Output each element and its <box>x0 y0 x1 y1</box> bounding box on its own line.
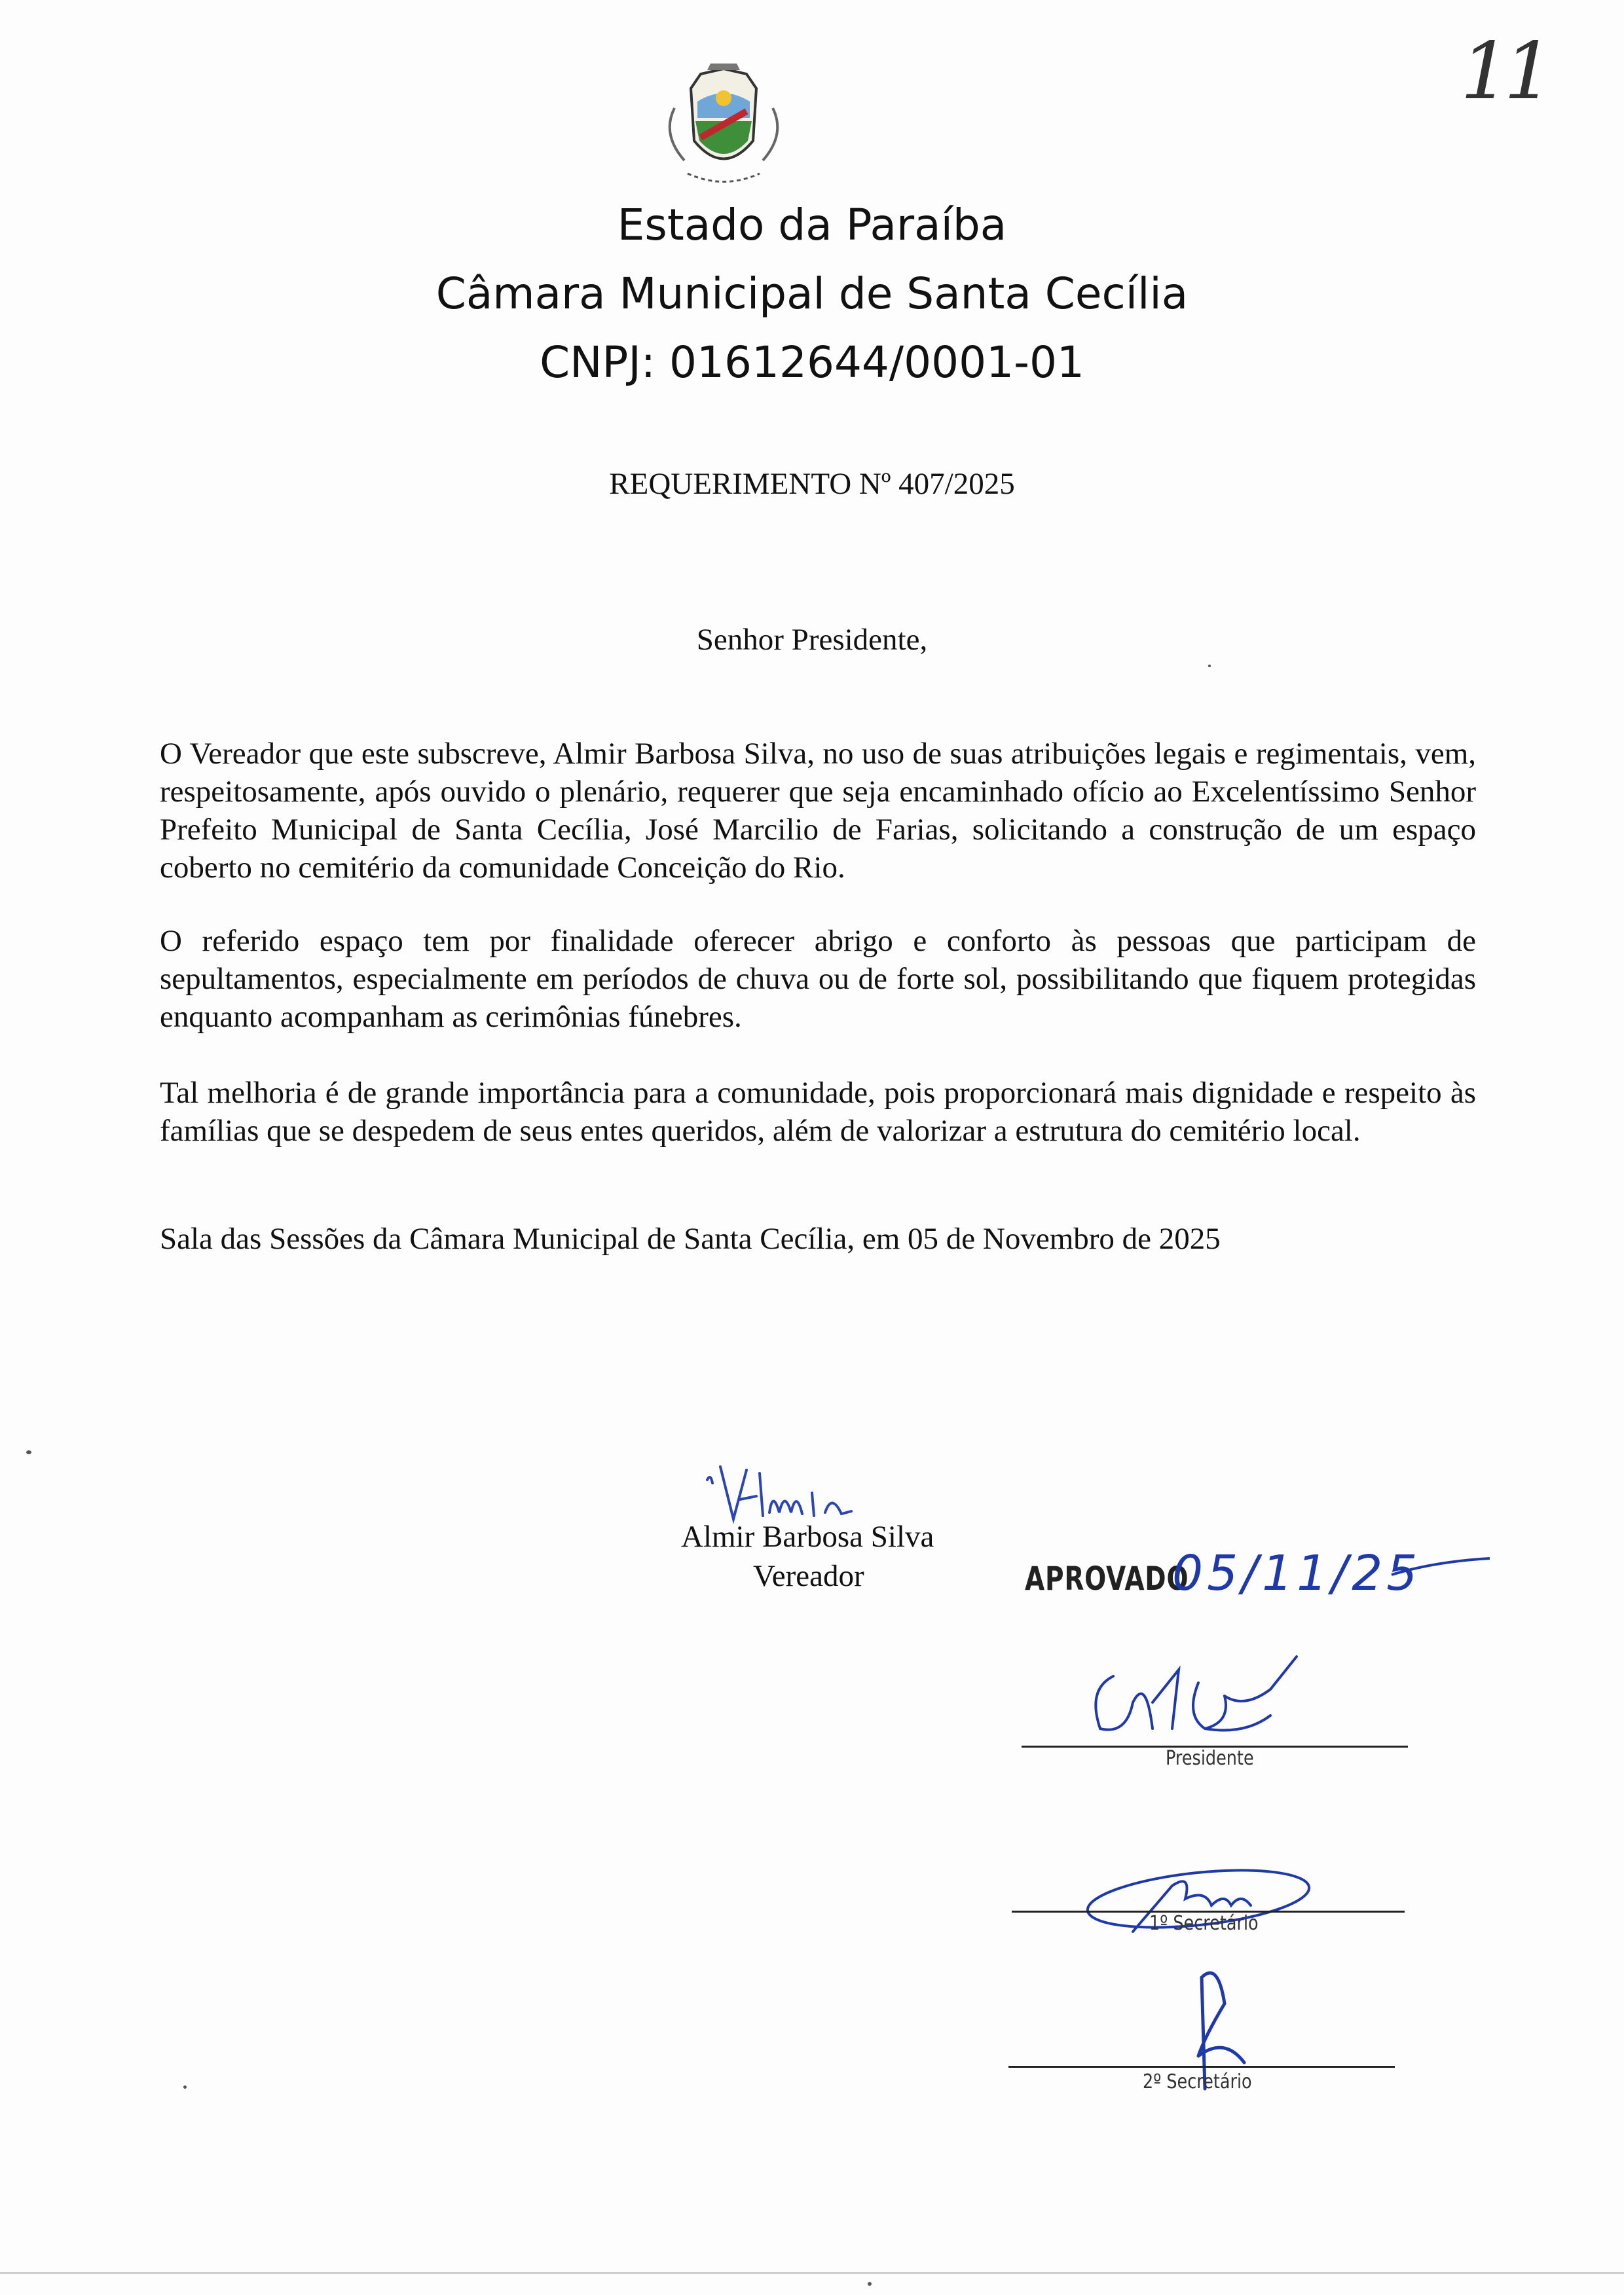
first-secretary-signature <box>1074 1860 1323 1951</box>
closing-line: Sala das Sessões da Câmara Municipal de Santa Cecília, em 05 de Novembro de 2025 <box>160 1222 1221 1256</box>
date-flourish <box>1388 1555 1493 1581</box>
handwritten-page-number: 11 <box>1460 26 1547 117</box>
scan-speck <box>183 2085 187 2089</box>
salutation: Senhor Presidente, <box>696 623 928 657</box>
president-signature <box>1074 1630 1323 1748</box>
scan-speck <box>1208 665 1211 667</box>
header-chamber: Câmara Municipal de Santa Cecília <box>435 268 1189 319</box>
second-secretary-signature-line <box>1008 2066 1395 2068</box>
approved-date: 05/11/25 <box>1172 1545 1422 1602</box>
header-cnpj: CNPJ: 01612644/0001-01 <box>540 337 1084 388</box>
author-role: Vereador <box>753 1559 864 1593</box>
paragraph-importance: Tal melhoria é de grande importância para a comunidade, pois proporcionará mais dignidade e respeito às famílias que se despedem de seus entes queridos, além de valorizar a estrutura do cemitério local. <box>160 1076 1476 1148</box>
scan-speck <box>868 2282 872 2286</box>
coat-of-arms-icon <box>648 62 799 200</box>
paragraph-request: O Vereador que este subscreve, Almir Barbosa Silva, no uso de suas atribuições legais e regimentais, vem, respeitosamente, após ouvido o plenário, requerer que seja encaminhado ofício ao Excelentíssimo Senhor Prefeito Municipal de Santa Cecília, José Marcilio de Farias, solicitando a construção de um espaço coberto no cemitério da comunidade Conceição do Rio. <box>160 737 1476 885</box>
second-secretary-label: 2º Secretário <box>1143 2070 1252 2093</box>
first-secretary-label: 1º Secretário <box>1149 1912 1259 1935</box>
header-state: Estado da Paraíba <box>617 200 1007 250</box>
scan-bottom-edge <box>0 2272 1624 2274</box>
paragraph-purpose: O referido espaço tem por finalidade oferecer abrigo e conforto às pessoas que participam de sepultamentos, especialmente em períodos de chuva ou de forte sol, possibilitando que fiquem protegidas enquanto acompanham as cerimônias fúnebres. <box>160 924 1476 1034</box>
document-title: REQUERIMENTO Nº 407/2025 <box>609 467 1015 501</box>
president-label: Presidente <box>1166 1747 1254 1770</box>
approved-stamp: APROVADO <box>1025 1560 1189 1598</box>
scan-speck <box>26 1450 31 1454</box>
author-name: Almir Barbosa Silva <box>681 1520 934 1554</box>
